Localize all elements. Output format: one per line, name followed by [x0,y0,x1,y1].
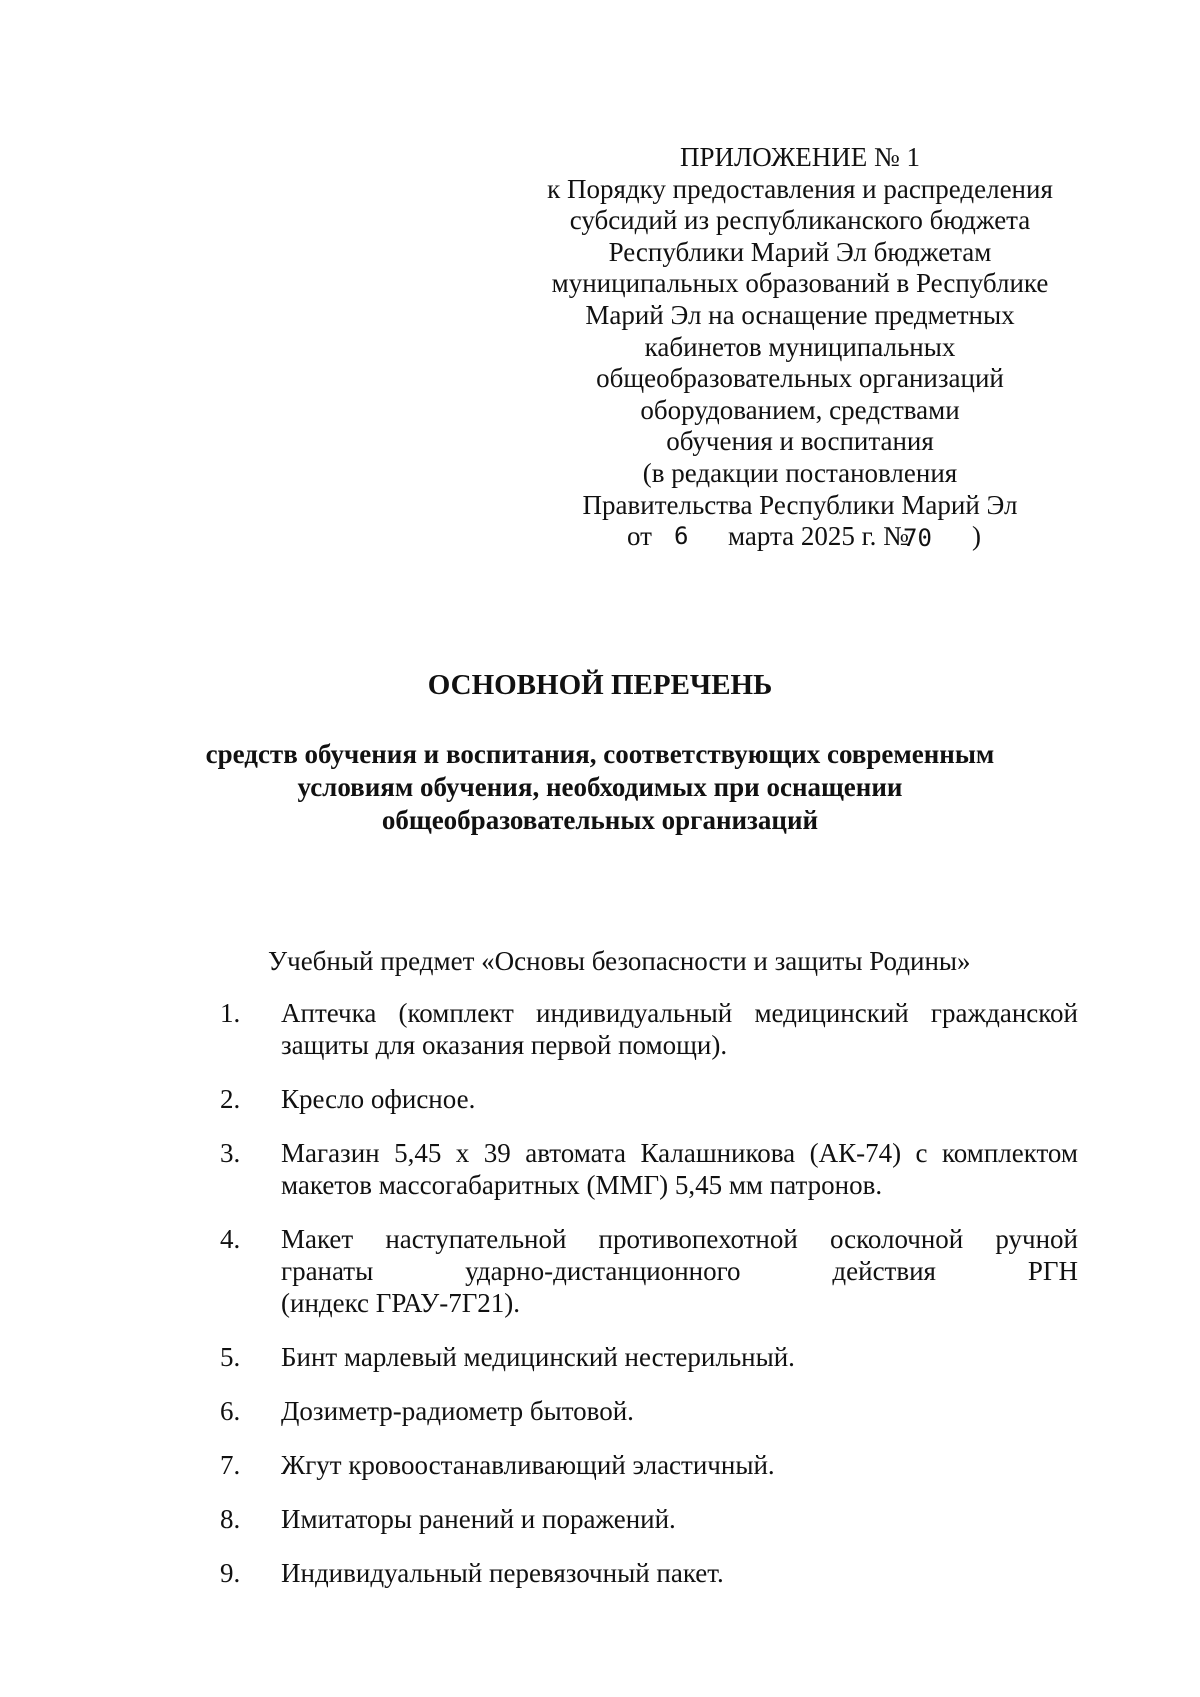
item-text-line: защиты для оказания первой помощи). [281,1030,728,1060]
list-item [220,1083,1078,1115]
appendix-line: обучения и воспитания [666,426,934,457]
item-text [281,1341,1078,1373]
item-number: 1. [220,998,241,1028]
item-text-line: Бинт марлевый медицинский нестерильный. [281,1342,795,1372]
list-item [220,997,1078,1061]
item-text [281,1395,1078,1427]
list-item [220,1137,1078,1201]
subtitle-line: условиям обучения, необходимых при оснащении [297,772,903,802]
date-closing-paren: ) [972,521,981,552]
item-number: 6. [220,1396,241,1426]
appendix-line: субсидий из республиканского бюджета [569,205,1031,236]
item-text-line: Кресло офисное. [281,1084,476,1114]
appendix-line: к Порядку предоставления и распределения [547,173,1053,204]
item-text-line: (индекс ГРАУ-7Г21). [281,1288,521,1318]
item-text-line: Макет наступательной противопехотной осколочной ручной [281,1224,1078,1254]
subject-heading: Учебный предмет «Основы безопасности и защиты Родины» [268,946,971,976]
appendix-line: Республики Марий Эл бюджетам [608,236,992,267]
item-number: 5. [220,1342,241,1372]
item-text-line: Аптечка (комплект индивидуальный медицинский гражданской [281,998,1078,1028]
item-number: 2. [220,1084,241,1114]
appendix-line: оборудованием, средствами [640,394,960,425]
list-item [220,1503,1078,1535]
appendix-line: Правительства Республики Марий Эл [582,489,1018,520]
item-text-line: гранаты ударно-дистанционного действия РГН [281,1256,1078,1286]
item-text-line: Жгут кровоостанавливающий эластичный. [281,1450,775,1480]
appendix-line: общеобразовательных организаций [596,363,1004,394]
item-number: 4. [220,1224,241,1254]
appendix-date-line [530,521,1070,553]
list-item [220,1223,1078,1319]
document-title: ОСНОВНОЙ ПЕРЕЧЕНЬ [427,669,773,701]
item-text-line: Магазин 5,45 х 39 автомата Калашникова (АК-74) с комплектом [281,1138,1078,1168]
list-item [220,1449,1078,1481]
item-text [281,1449,1078,1481]
item-text [281,1223,1078,1319]
items-list [220,997,1078,1611]
appendix-heading: ПРИЛОЖЕНИЕ № 1 [679,142,921,172]
item-text [281,1083,1078,1115]
list-item [220,1557,1078,1589]
date-day: 6 [674,522,689,551]
document-subtitle [0,738,1200,837]
subtitle-line: общеобразовательных организаций [381,805,819,835]
list-item [220,1395,1078,1427]
subtitle-line: средств обучения и воспитания, соответствующих современным [205,739,995,769]
item-number: 8. [220,1504,241,1534]
item-number: 3. [220,1138,241,1168]
item-text [281,1137,1078,1201]
item-text-line: Индивидуальный перевязочный пакет. [281,1558,724,1588]
item-text-line: макетов массогабаритных (ММГ) 5,45 мм патронов. [281,1170,883,1200]
date-prefix: от [627,521,652,552]
item-text [281,1503,1078,1535]
appendix-block [530,142,1070,553]
item-text [281,997,1078,1061]
item-text [281,1557,1078,1589]
appendix-line: муниципальных образований в Республике [551,268,1049,299]
item-number: 9. [220,1558,241,1588]
document-number: 70 [903,524,932,553]
item-number: 7. [220,1450,241,1480]
item-text-line: Дозиметр-радиометр бытовой. [281,1396,634,1426]
appendix-line: кабинетов муниципальных [644,331,956,362]
item-text-line: Имитаторы ранений и поражений. [281,1504,676,1534]
appendix-line: Марий Эл на оснащение предметных [585,299,1015,330]
list-item [220,1341,1078,1373]
appendix-line: (в редакции постановления [642,457,958,488]
date-rest: марта 2025 г. № [728,521,909,552]
